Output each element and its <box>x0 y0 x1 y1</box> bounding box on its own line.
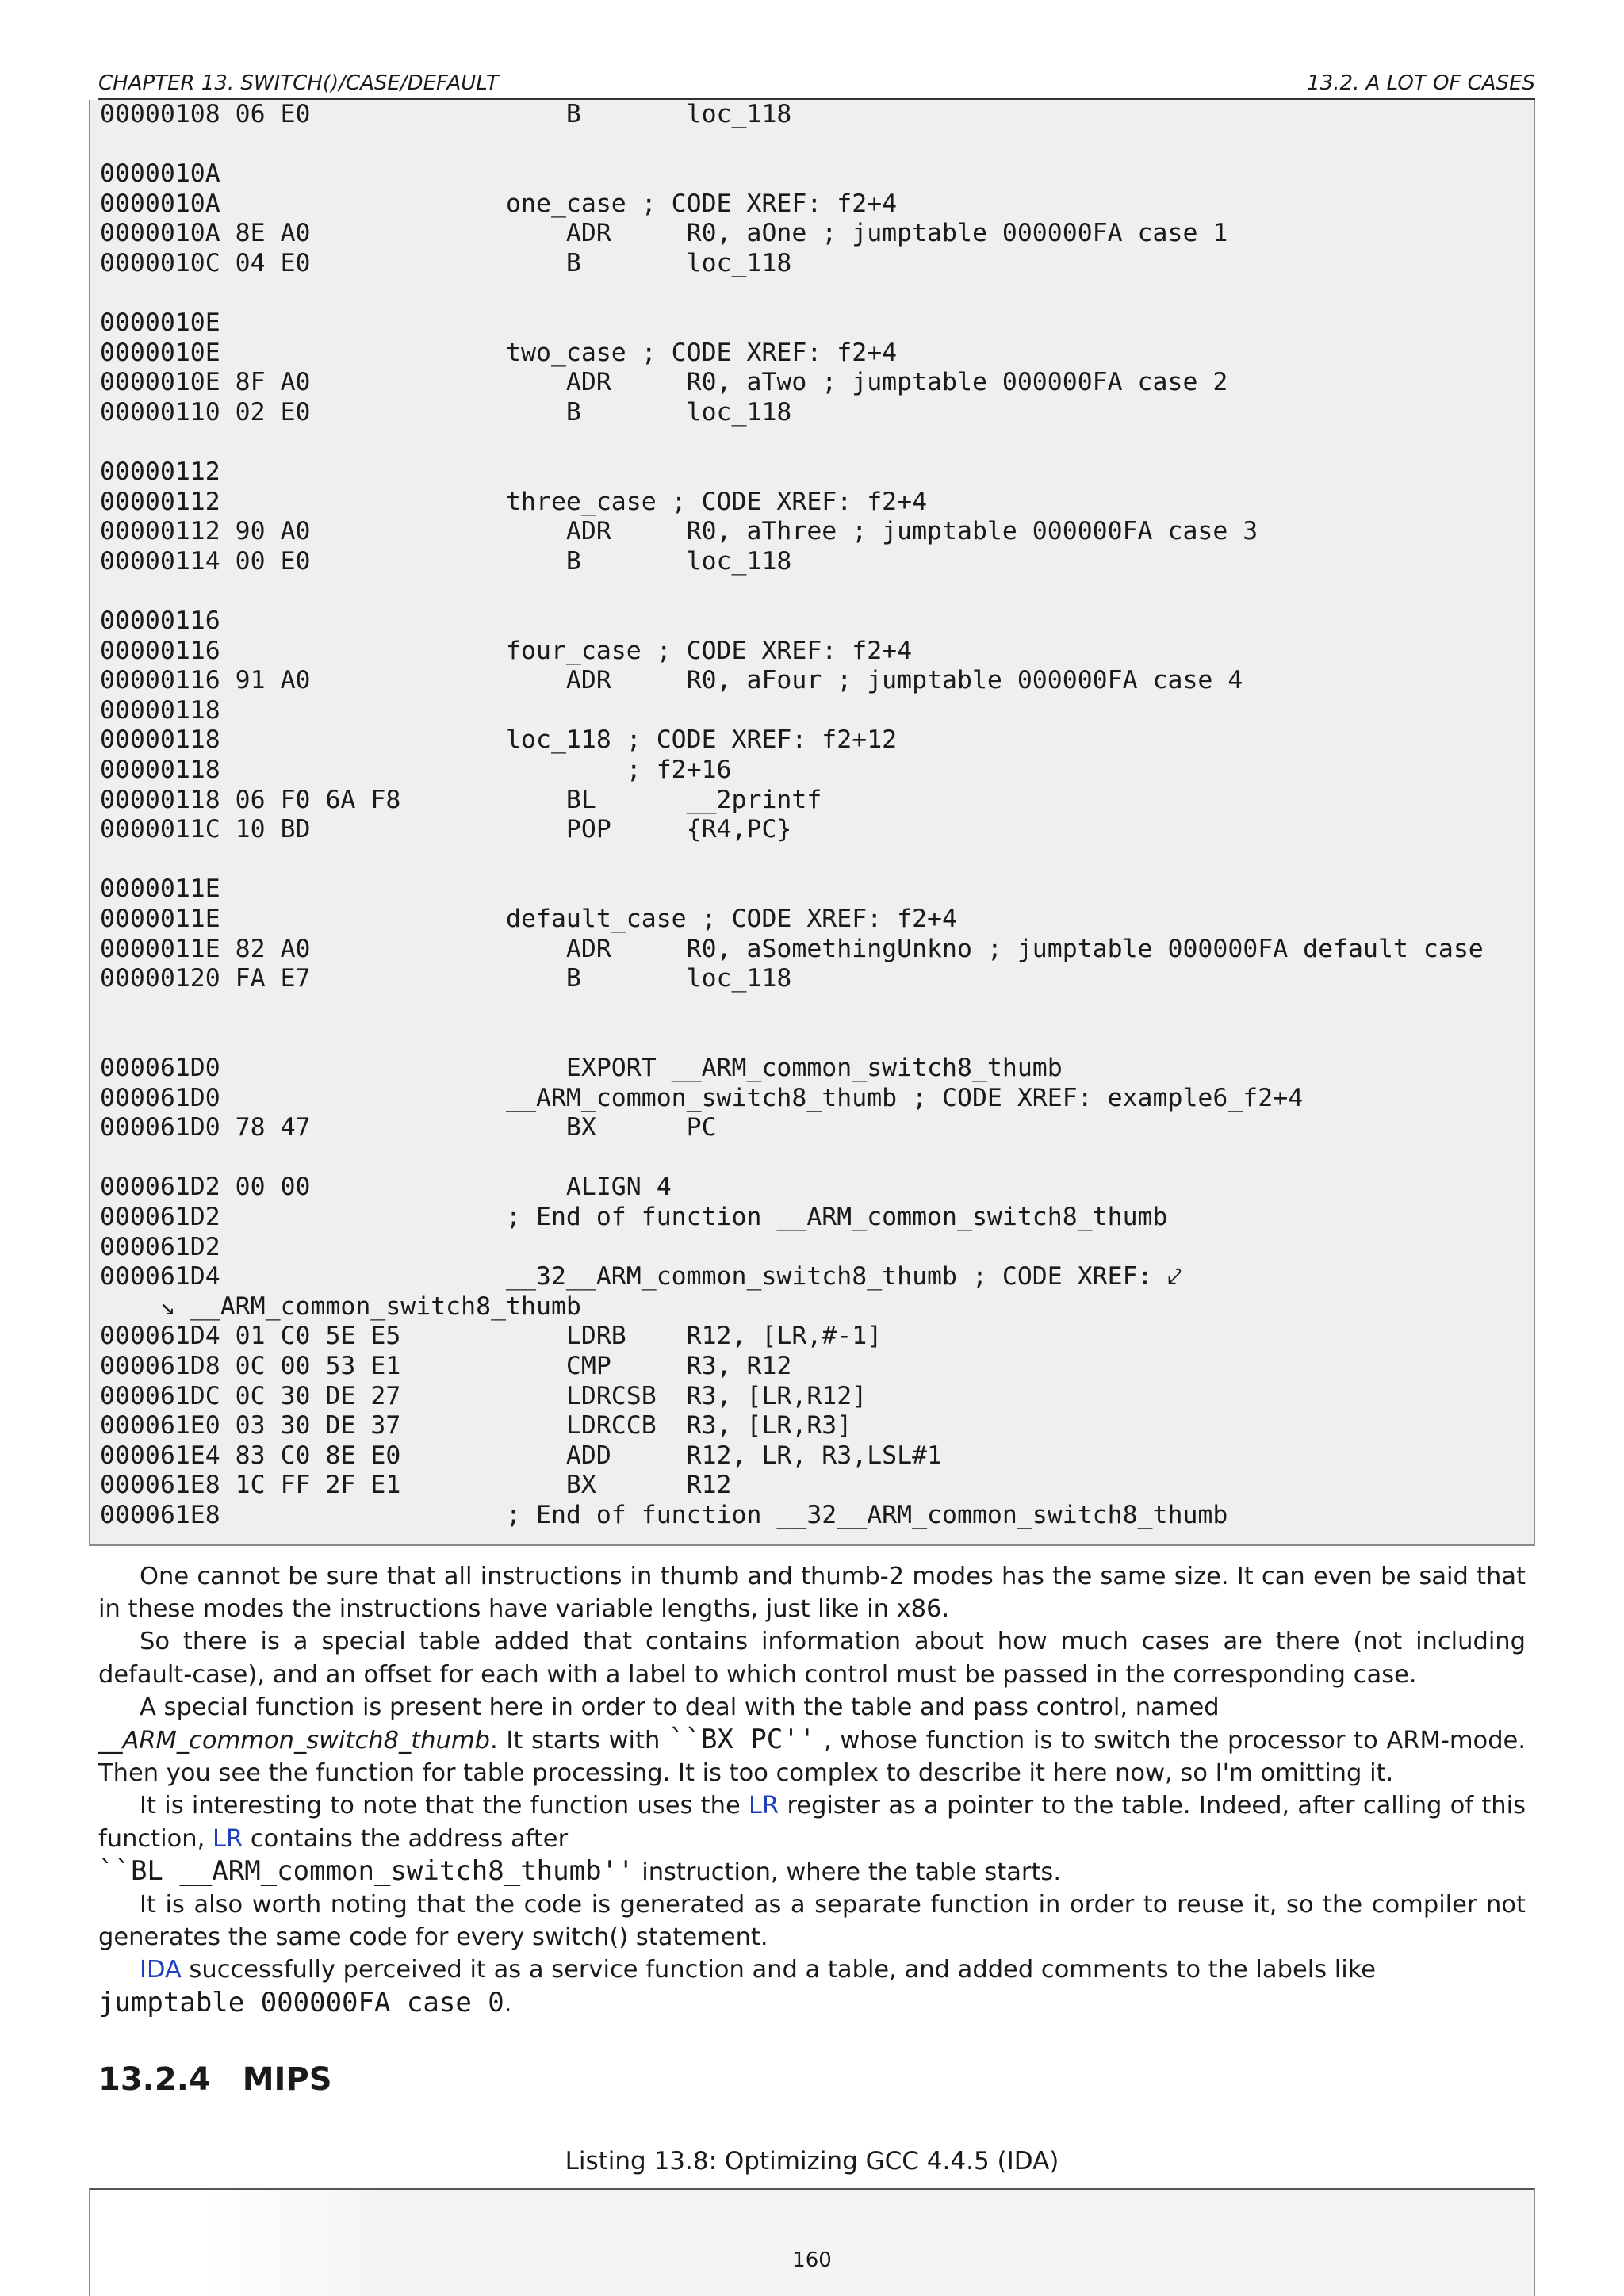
section-number: 13.2.4 <box>98 2061 211 2098</box>
code-line: 0000010A 8E A0 ADR R0, aOne ; jumptable 000000FA case 1 <box>100 219 1228 248</box>
code-line: 000061E4 83 C0 8E E0 ADD R12, LR, R3,LSL#1 <box>100 1441 943 1470</box>
code-line <box>100 994 1534 1024</box>
code-listing <box>89 100 1535 1546</box>
code-line: 00000112 three_case ; CODE XREF: f2+4 <box>100 487 928 516</box>
code-line: 00000110 02 E0 B loc_118 <box>100 397 792 427</box>
code-line <box>100 1143 1534 1173</box>
code-line: 00000118 loc_118 ; CODE XREF: f2+12 <box>100 725 898 755</box>
code-line: 000061DC 0C 30 DE 27 LDRCSB R3, [LR,R12] <box>100 1381 868 1410</box>
code-line: 0000011E <box>100 874 220 904</box>
code-line <box>100 1024 1534 1054</box>
code-line: 000061D4 __32__ARM_common_switch8_thumb ; CODE XREF: ⤦ <box>100 1262 1182 1292</box>
code-line: 00000112 <box>100 457 220 487</box>
running-header <box>98 67 1535 100</box>
code-line: 0000011E 82 A0 ADR R0, aSomethingUnkno ; jumptable 000000FA default case <box>100 934 1484 963</box>
code-line: 000061E8 1C FF 2F E1 BX R12 <box>100 1471 732 1500</box>
paragraph-text: instruction, where the table starts. <box>642 1858 1062 1886</box>
paragraph <box>98 1691 1526 1790</box>
code-line: 00000116 four_case ; CODE XREF: f2+4 <box>100 636 913 665</box>
code-line: 0000011E default_case ; CODE XREF: f2+4 <box>100 905 957 934</box>
glossary-link-lr[interactable]: LR <box>748 1792 779 1820</box>
code-line <box>100 279 1534 309</box>
code-line: 0000010A one_case ; CODE XREF: f2+4 <box>100 189 898 218</box>
paragraph-text: It is also worth noting that the code is generated as a separate function in order to reuse it, so the compiler not generates the same code for every switch() statement. <box>98 1891 1526 1952</box>
function-name: __ARM_common_switch8_thumb <box>98 1727 490 1755</box>
code-line: 0000011C 10 BD POP {R4,PC} <box>100 815 792 844</box>
paragraph-text: contains the address after <box>250 1824 569 1853</box>
code-line: 000061E8 ; End of function __32__ARM_common_switch8_thumb <box>100 1500 1228 1529</box>
code-line: 00000116 91 A0 ADR R0, aFour ; jumptable 000000FA case 4 <box>100 666 1243 695</box>
code-line: 000061D2 ; End of function __ARM_common_switch8_thumb <box>100 1202 1168 1231</box>
code-line: 000061D0 78 47 BX PC <box>100 1113 717 1142</box>
code-line: 00000116 <box>100 607 220 636</box>
code-line: 00000112 90 A0 ADR R0, aThree ; jumptable 000000FA case 3 <box>100 517 1258 546</box>
listing-caption: Listing 13.8: Optimizing GCC 4.4.5 (IDA) <box>565 2147 1059 2175</box>
code-line: 000061D8 0C 00 53 E1 CMP R3, R12 <box>100 1351 792 1380</box>
code-line <box>100 845 1534 875</box>
section-heading <box>98 2061 332 2098</box>
code-line: 0000010A <box>100 159 220 189</box>
chapter-title: CHAPTER 13. SWITCH()/CASE/DEFAULT <box>98 71 499 95</box>
inline-code: jumptable 000000FA case 0 <box>98 1986 504 2019</box>
code-line: 0000010E two_case ; CODE XREF: f2+4 <box>100 338 898 367</box>
code-line: 000061D2 00 00 ALIGN 4 <box>100 1173 672 1202</box>
paragraph-text: One cannot be sure that all instructions in thumb and thumb-2 modes has the same size. It can even be said that in these modes the instructions have variable lengths, just like in x86. <box>98 1563 1526 1624</box>
paragraph <box>98 1954 1526 2019</box>
glossary-link-ida[interactable]: IDA <box>140 1956 182 1984</box>
code-line <box>100 428 1534 458</box>
section-title: 13.2. A LOT OF CASES <box>1307 71 1535 95</box>
glossary-link-lr[interactable]: LR <box>213 1824 243 1853</box>
code-line: 000061D0 EXPORT __ARM_common_switch8_thumb <box>100 1054 1063 1082</box>
inline-code: ``BX PC'' <box>668 1724 816 1756</box>
code-line <box>100 130 1534 160</box>
body-text <box>98 1560 1526 2020</box>
code-line: 0000010E 8F A0 ADR R0, aTwo ; jumptable 000000FA case 2 <box>100 368 1228 397</box>
paragraph <box>98 1625 1526 1690</box>
code-line: 000061D4 01 C0 5E E5 LDRB R12, [LR,#-1] <box>100 1322 883 1351</box>
paragraph-text: So there is a special table added that contains information about how much cases are there (not including default-case), and an offset for each with a label to which control must be passed in the corresponding case. <box>98 1628 1526 1689</box>
section-heading-title: MIPS <box>242 2061 332 2098</box>
paragraph-text: . It starts with <box>489 1727 661 1755</box>
code-line: 000061D0 __ARM_common_switch8_thumb ; CODE XREF: example6_f2+4 <box>100 1083 1304 1112</box>
code-line: 00000114 00 E0 B loc_118 <box>100 546 792 576</box>
code-line: ↘ __ARM_common_switch8_thumb <box>100 1292 581 1321</box>
paragraph <box>98 1888 1526 1954</box>
code-line: 00000118 <box>100 695 220 725</box>
code-line: 000061E0 03 30 DE 37 LDRCCB R3, [LR,R3] <box>100 1411 852 1441</box>
code-line <box>100 577 1534 607</box>
inline-code: ``BL __ARM_common_switch8_thumb'' <box>98 1854 634 1887</box>
code-line: 00000118 06 F0 6A F8 BL __2printf <box>100 785 822 814</box>
paragraph-text: It is interesting to note that the function uses the <box>140 1792 741 1820</box>
paragraph-text: . <box>504 1989 512 2018</box>
code-line: 00000118 ; f2+16 <box>100 756 732 785</box>
code-line: 00000108 06 E0 B loc_118 <box>100 100 792 128</box>
paragraph-text: register as a pointer to the table. Indeed, after calling of this function, <box>98 1792 1526 1853</box>
paragraph <box>98 1789 1526 1888</box>
paragraph-text: A special function is present here in order to deal with the table and pass control, named <box>140 1693 1220 1721</box>
code-line: 0000010E <box>100 308 220 338</box>
paragraph <box>98 1560 1526 1625</box>
paragraph-text: successfully perceived it as a service function and a table, and added comments to the labels like <box>189 1956 1377 1984</box>
code-line: 000061D2 <box>100 1232 220 1261</box>
code-line: 0000010C 04 E0 B loc_118 <box>100 248 792 277</box>
code-line: 00000120 FA E7 B loc_118 <box>100 964 792 993</box>
page-number: 160 <box>792 2248 832 2272</box>
paragraph-text: , whose function is to switch the processor to ARM-mode. Then you see the function for table processing. It is too complex to describe it here now, so I'm omitting it. <box>98 1727 1526 1788</box>
next-listing-frame <box>89 2188 1535 2296</box>
